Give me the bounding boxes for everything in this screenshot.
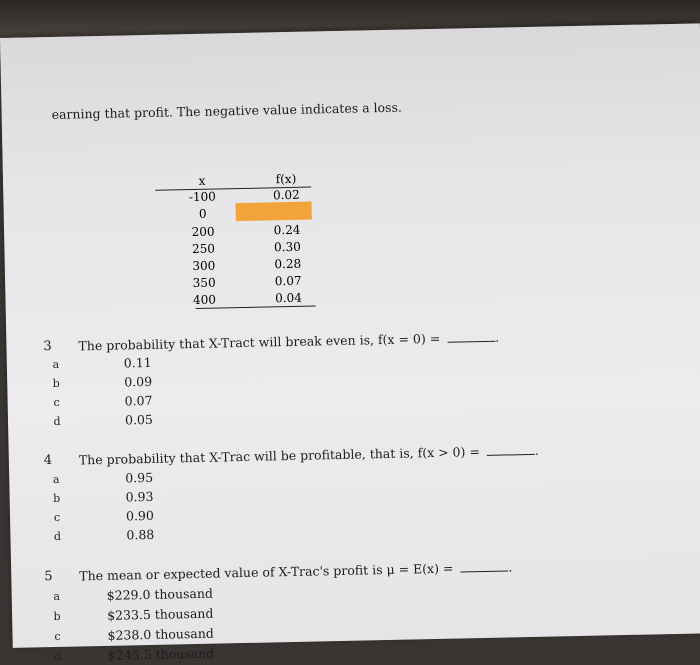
option-letter: c [53, 510, 61, 524]
option-letter: d [54, 649, 62, 663]
table-x-value: 400 [192, 292, 217, 308]
table-x-value: 250 [191, 241, 216, 257]
option-value: 0.05 [124, 411, 154, 428]
option-letter: a [52, 357, 60, 371]
question-number: 5 [44, 569, 53, 585]
option-letter: c [53, 395, 60, 409]
option-letter: b [52, 491, 61, 505]
table-x-value: 200 [191, 224, 215, 240]
question-text [78, 330, 499, 354]
option-letter: b [53, 609, 61, 624]
question-prompt: The mean or expected value of X-Trac's profit is μ = E(x) = [79, 560, 458, 584]
intro-text: earning that profit. The negative value indicates a loss. [51, 99, 403, 122]
table-x-value: 0 [198, 206, 207, 221]
f-column-header: f(x) [275, 171, 297, 187]
answer-blank [447, 331, 495, 343]
option-value: $229.0 thousand [106, 585, 214, 603]
question-number: 4 [43, 453, 53, 469]
paper-sheet [0, 23, 700, 663]
option-letter: b [52, 376, 60, 390]
question-text [79, 559, 512, 583]
table-f-value: 0.04 [275, 290, 303, 306]
question-number: 3 [43, 338, 52, 355]
table-f-value: 0.24 [273, 222, 301, 238]
option-value: 0.07 [124, 392, 153, 409]
table-x-value: 300 [192, 258, 216, 274]
option-value: $233.5 thousand [106, 605, 214, 623]
option-letter: a [53, 589, 61, 604]
table-f-value: 0.07 [274, 273, 302, 289]
option-value: 0.11 [123, 354, 152, 371]
option-value: $238.0 thousand [107, 625, 214, 643]
answer-blank [460, 560, 508, 572]
option-letter: c [54, 629, 61, 643]
table-f-value: 0.30 [273, 239, 301, 255]
option-letter: d [53, 414, 61, 428]
x-column-header: x [198, 173, 206, 188]
option-letter: a [52, 472, 60, 486]
option-value: 0.90 [125, 507, 155, 524]
highlight-cell [236, 202, 312, 222]
question-period: . [508, 559, 513, 575]
question-prompt: The probability that X-Trac will be profitable, that is, f(x > 0) = [78, 443, 485, 468]
table-f-value: 0.02 [272, 187, 300, 203]
option-value: 0.93 [125, 488, 154, 505]
table-f-value: 0.28 [274, 256, 302, 272]
option-value: $245.5 thousand [107, 645, 215, 663]
table-x-value: 350 [192, 275, 216, 291]
question-period: . [495, 329, 500, 345]
question-period: . [534, 442, 539, 458]
question-text [79, 443, 539, 468]
answer-blank [487, 444, 535, 456]
question-prompt: The probability that X-Tract will break even is, f(x = 0) = [78, 330, 445, 354]
option-letter: d [53, 529, 62, 543]
option-value: 0.09 [124, 373, 153, 390]
option-value: 0.95 [125, 469, 154, 486]
table-x-value: -100 [188, 189, 216, 205]
option-value: 0.88 [126, 526, 155, 543]
